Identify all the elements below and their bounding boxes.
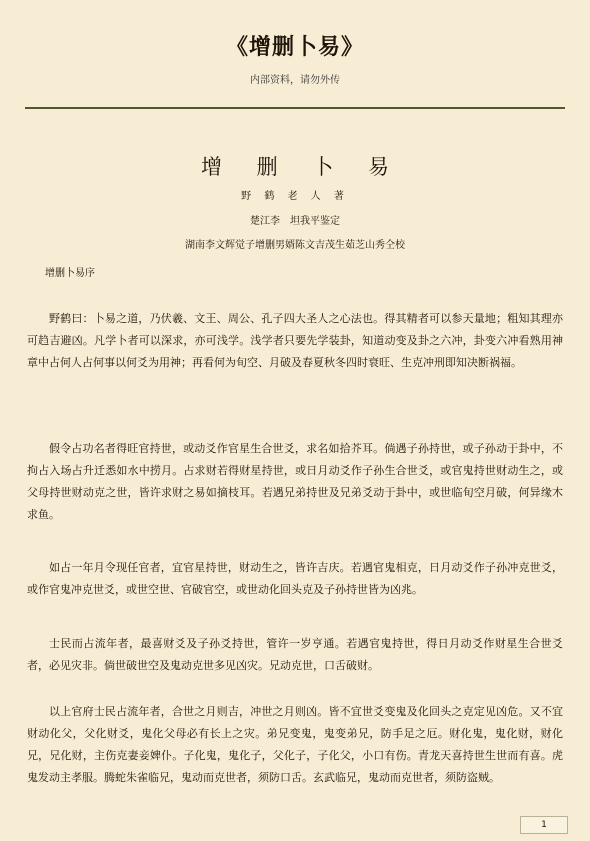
paragraph: 以上官府士民占流年者，合世之月则吉，冲世之月则凶。皆不宜世爻变鬼及化回头之克定见凶危。又不宜财动化父，父化财爻，鬼化父母必有长上之灾。弟兄变鬼，鬼变弟兄，防手足之厄。财化鬼，鬼化财，财化兄，兄化财，主伤克妻妾婢仆。子化鬼，鬼化子，父化子，子化父，小口有伤。青龙天喜持世生世而有喜。虎鬼发动主孝服。腾蛇朱雀临兄，鬼动而克世者，须防口舌。玄武临兄，鬼动而克世者，须防盗贼。: [27, 705, 563, 784]
paragraph: 野鹤曰：卜易之道，乃伏羲、文王、周公、孔子四大圣人之心法也。得其精者可以参天量地；粗知其理亦可趋吉避凶。凡学卜者可以深求，亦可浅学。浅学者只要先学装卦，知道动变及卦之六冲，卦变六冲看熟用神章中占何人占何事以何爻为用神；再看何为旬空、月破及春夏秋冬四时衰旺、生克冲刑即知决断祸福。: [27, 312, 563, 369]
confidential-notice: 内部资料，请勿外传: [250, 75, 340, 86]
author-line: 野 鹤 老 人 著: [241, 191, 349, 202]
preface-label: 增删卜易序: [45, 268, 95, 279]
reviewer-line: 楚江李 坦我平鉴定: [250, 216, 340, 227]
paragraph: 假令占功名者得旺官持世，或动爻作官星生合世爻，求名如拾芥耳。倘遇子孙持世，或子孙动于卦中，不拘占入场占升迁悉如水中捞月。占求财若得财星持世，或日月动爻作子孙生合世爻，或官鬼持世财动生之，或父母持世财动克之世，皆许求财之易如摘枝耳。若遇兄弟持世及兄弟爻动于卦中，或世临旬空月破，何异缘木求鱼。: [27, 442, 563, 521]
page-number: 1: [520, 816, 568, 834]
header-rule: [25, 107, 565, 109]
editor-line: 湖南李文辉觉子增删男婿陈文吉茂生茹芝山秀仝校: [185, 240, 405, 251]
main-title: 增 删 卜 易: [200, 155, 404, 179]
paragraph: 士民而占流年者，最喜财爻及子孙爻持世，管许一岁亨通。若遇官鬼持世，得日月动爻作财星生合世爻者，必见灾非。倘世破世空及鬼动克世多见凶灾。兄动克世，口舌破财。: [27, 637, 563, 672]
book-title: 《增删卜易》: [225, 34, 364, 60]
paragraph: 如占一年月令现任官者，宜官星持世，财动生之，皆许吉庆。若遇官鬼相克，日月动爻作子孙冲克世爻，或作官鬼冲克世爻，或世空世、官破官空，或世动化回头克及子孙持世皆为凶兆。: [27, 561, 563, 596]
